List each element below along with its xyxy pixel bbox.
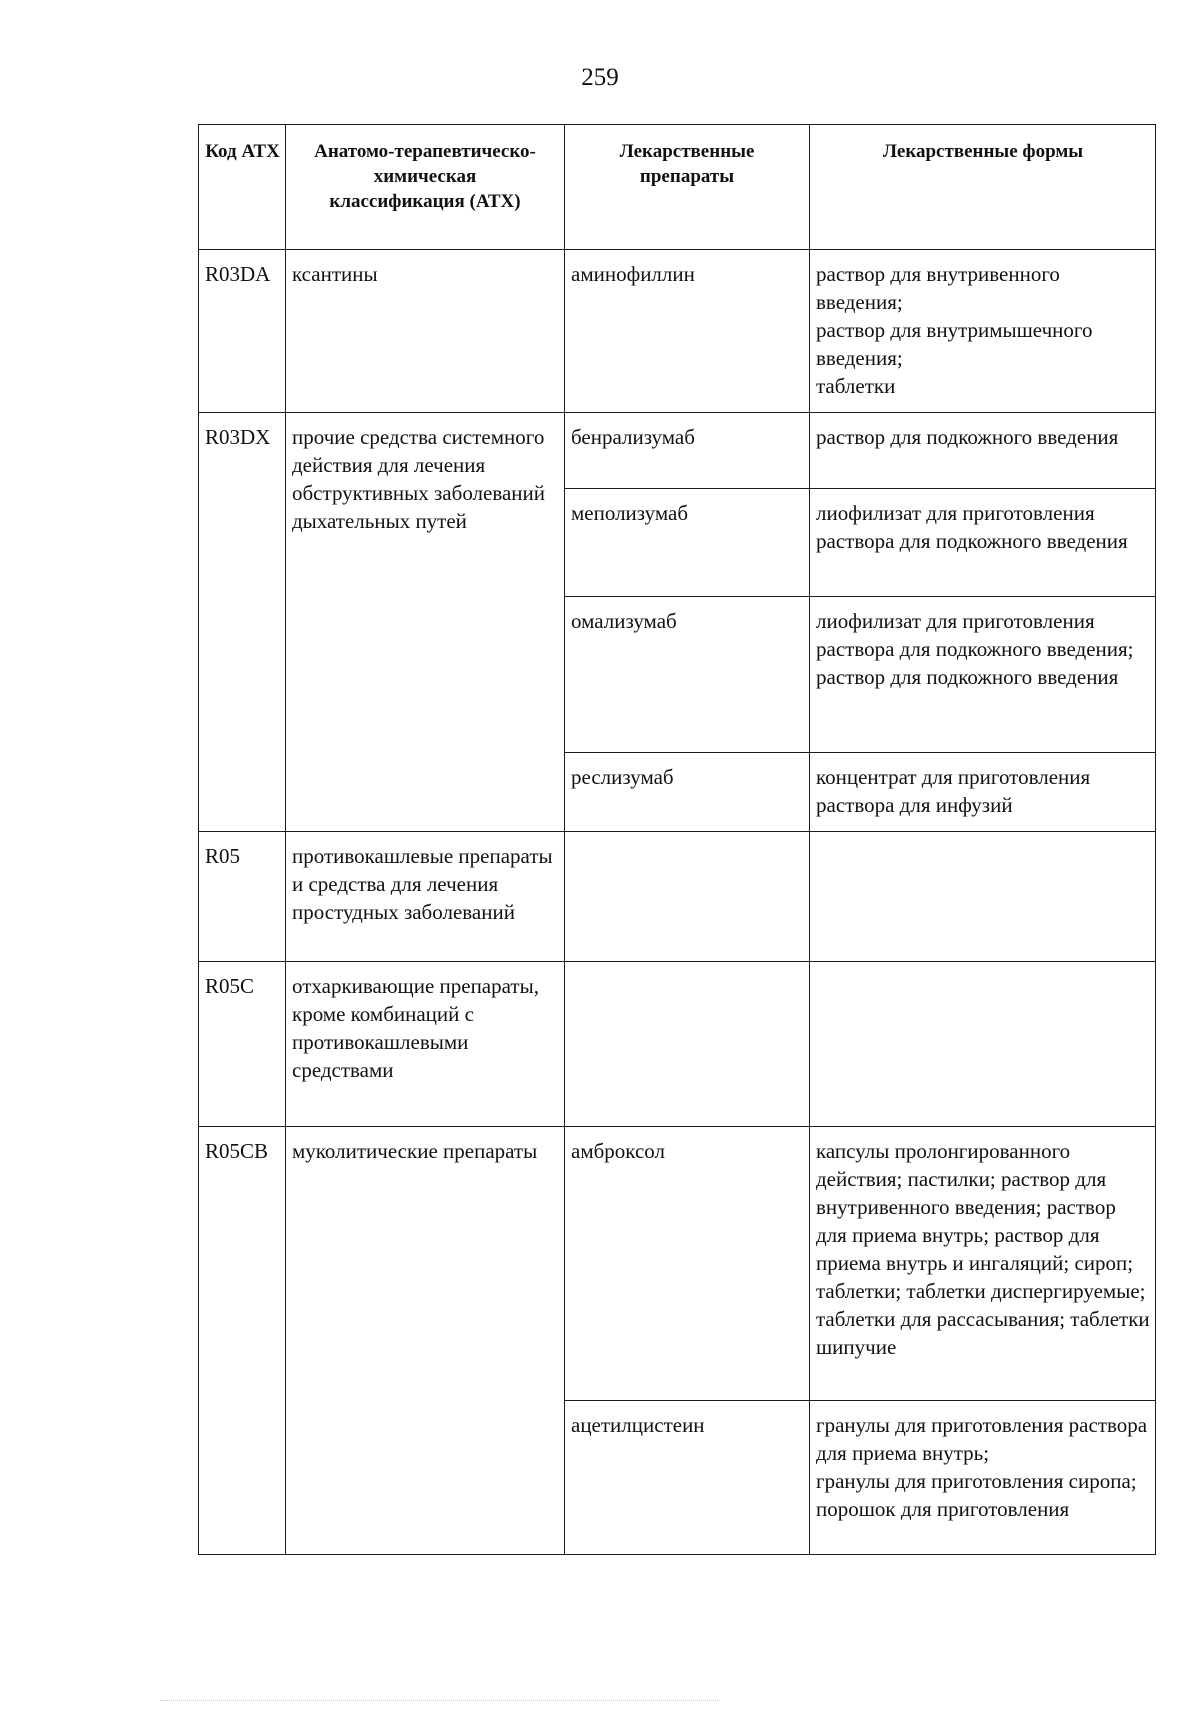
atx-code-cell: R05C (199, 962, 286, 1127)
classification-cell: противокашлевые препараты и средства для лечения простудных заболеваний (286, 832, 565, 962)
header-dosage-forms: Лекарственные формы (810, 125, 1156, 250)
form-line: капсулы пролонгированного действия; пастилки; раствор для внутривенного введения; раствор для приема внутрь; раствор для приема внутрь и ингаляций; сироп; таблетки; таблетки диспергируемые; таблетки для рассасывания; таблетки шипучие (816, 1139, 1150, 1359)
form-line: гранулы для приготовления сиропа; (816, 1469, 1137, 1493)
table-row (199, 250, 1156, 413)
table-row (199, 832, 1156, 962)
header-atx-code: Код АТХ (199, 125, 286, 250)
table-row (199, 1127, 1156, 1401)
forms-cell (810, 753, 1156, 832)
form-line: лиофилизат для приготовления раствора для подкожного введения; (816, 609, 1134, 661)
drug-cell: ацетилцистеин (565, 1401, 810, 1555)
drug-cell: аминофиллин (565, 250, 810, 413)
drug-cell (565, 832, 810, 962)
form-line: раствор для подкожного введения (816, 425, 1119, 449)
header-atx-classification: Анатомо-терапевтическо-химическая классификация (АТХ) (286, 125, 565, 250)
classification-cell: ксантины (286, 250, 565, 413)
header-drugs: Лекарственные препараты (565, 125, 810, 250)
forms-cell (810, 489, 1156, 597)
drug-cell: омализумаб (565, 597, 810, 753)
table-header-row (199, 125, 1156, 250)
forms-cell (810, 1127, 1156, 1401)
form-line: раствор для внутримышечного введения; (816, 318, 1093, 370)
atx-classification-table (198, 124, 1156, 1555)
form-line: гранулы для приготовления раствора для приема внутрь; (816, 1413, 1148, 1465)
classification-cell: прочие средства системного действия для лечения обструктивных заболеваний дыхательных путей (286, 413, 565, 832)
table-row (199, 413, 1156, 489)
classification-cell: муколитические препараты (286, 1127, 565, 1555)
atx-code-cell: R03DX (199, 413, 286, 832)
form-line: раствор для внутривенного введения; (816, 262, 1060, 314)
form-line: концентрат для приготовления раствора для инфузий (816, 765, 1091, 817)
forms-cell (810, 962, 1156, 1127)
form-line: порошок для приготовления (816, 1497, 1070, 1521)
atx-code-cell: R05CB (199, 1127, 286, 1555)
forms-cell (810, 832, 1156, 962)
drug-cell: бенрализумаб (565, 413, 810, 489)
atx-code-cell: R05 (199, 832, 286, 962)
scan-noise-line (160, 1700, 720, 1702)
drug-cell: амброксол (565, 1127, 810, 1401)
drug-cell (565, 962, 810, 1127)
drug-cell: реслизумаб (565, 753, 810, 832)
table-row (199, 962, 1156, 1127)
forms-cell (810, 1401, 1156, 1555)
form-line: раствор для подкожного введения (816, 665, 1119, 689)
form-line: лиофилизат для приготовления раствора для подкожного введения (816, 501, 1128, 553)
page-number: 259 (581, 64, 619, 91)
drug-cell: меполизумаб (565, 489, 810, 597)
forms-cell (810, 413, 1156, 489)
classification-cell: отхаркивающие препараты, кроме комбинаций с противокашлевыми средствами (286, 962, 565, 1127)
atx-code-cell: R03DA (199, 250, 286, 413)
forms-cell (810, 597, 1156, 753)
forms-cell (810, 250, 1156, 413)
form-line: таблетки (816, 374, 896, 398)
